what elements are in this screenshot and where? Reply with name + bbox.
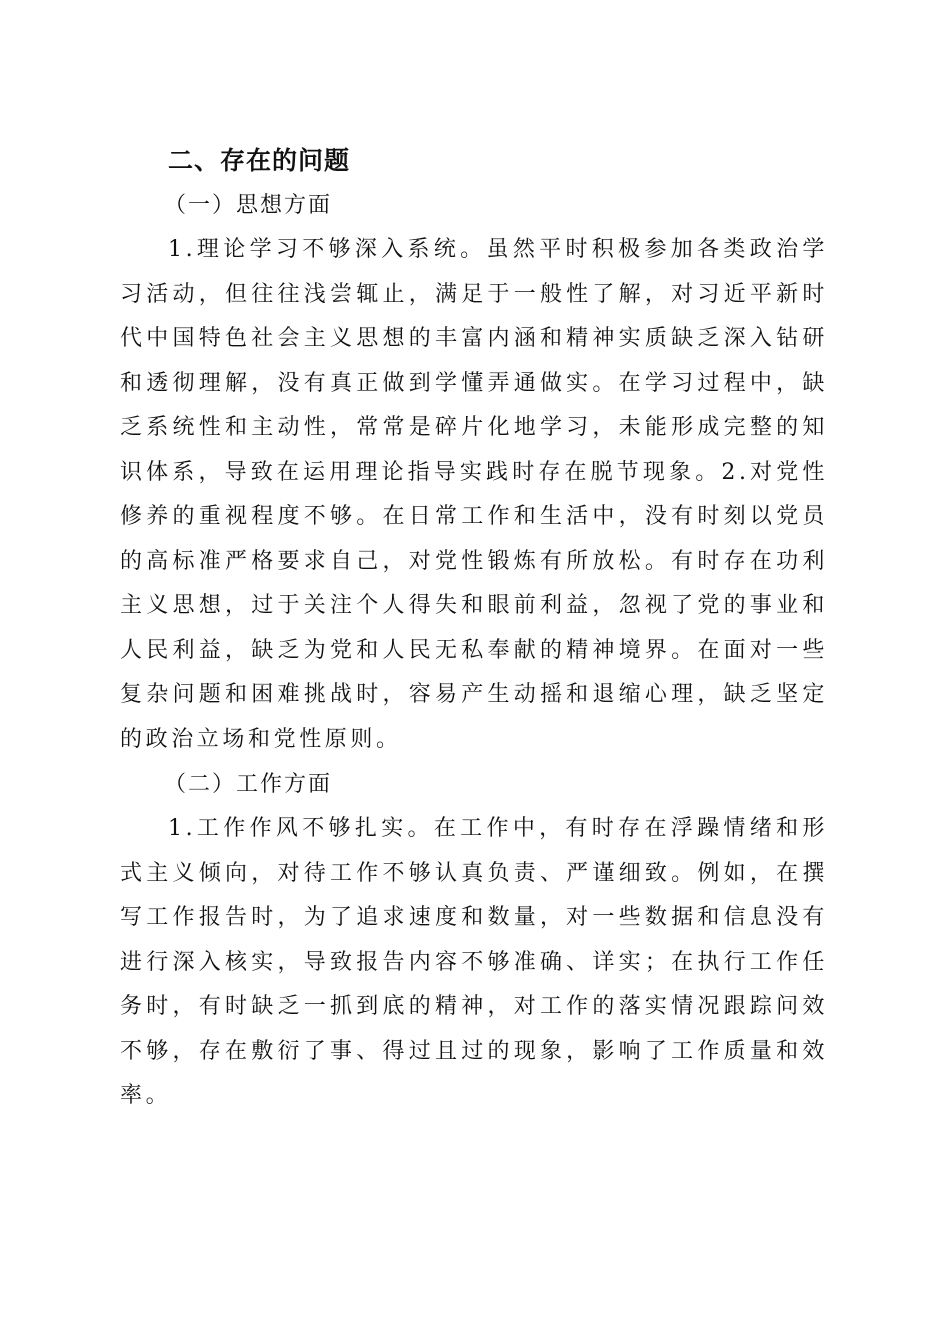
main-heading: 二、存在的问题 — [168, 146, 351, 175]
section-paragraph-work: 1.工作作风不够扎实。在工作中，有时存在浮躁情绪和形式主义倾向，对待工作不够认真负责、严谨细致。例如，在撰写工作报告时，为了追求速度和数量，对一些数据和信息没有进行深入核实，导致报告内容不够准确、详实；在执行工作任务时，有时缺乏一抓到底的精神，对工作的落实情况跟踪问效不够，存在敷衍了事、得过且过的现象，影响了工作质量和效率。 — [120, 816, 828, 1108]
section-heading-thinking: （一）思想方面 — [164, 193, 333, 218]
section-paragraph-thinking: 1.理论学习不够深入系统。虽然平时积极参加各类政治学习活动，但往往浅尝辄止，满足于一般性了解，对习近平新时代中国特色社会主义思想的丰富内涵和精神实质缺乏深入钻研和透彻理解，没有真正做到学懂弄通做实。在学习过程中，缺乏系统性和主动性，常常是碎片化地学习，未能形成完整的知识体系，导致在运用理论指导实践时存在脱节现象。2.对党性修养的重视程度不够。在日常工作和生活中，没有时刻以党员的高标准严格要求自己，对党性锻炼有所放松。有时存在功利主义思想，过于关注个人得失和眼前利益，忽视了党的事业和人民利益，缺乏为党和人民无私奉献的精神境界。在面对一些复杂问题和困难挑战时，容易产生动摇和退缩心理，缺乏坚定的政治立场和党性原则。 — [120, 237, 828, 752]
section-heading-work: （二）工作方面 — [164, 772, 333, 797]
document-body — [120, 138, 828, 1119]
